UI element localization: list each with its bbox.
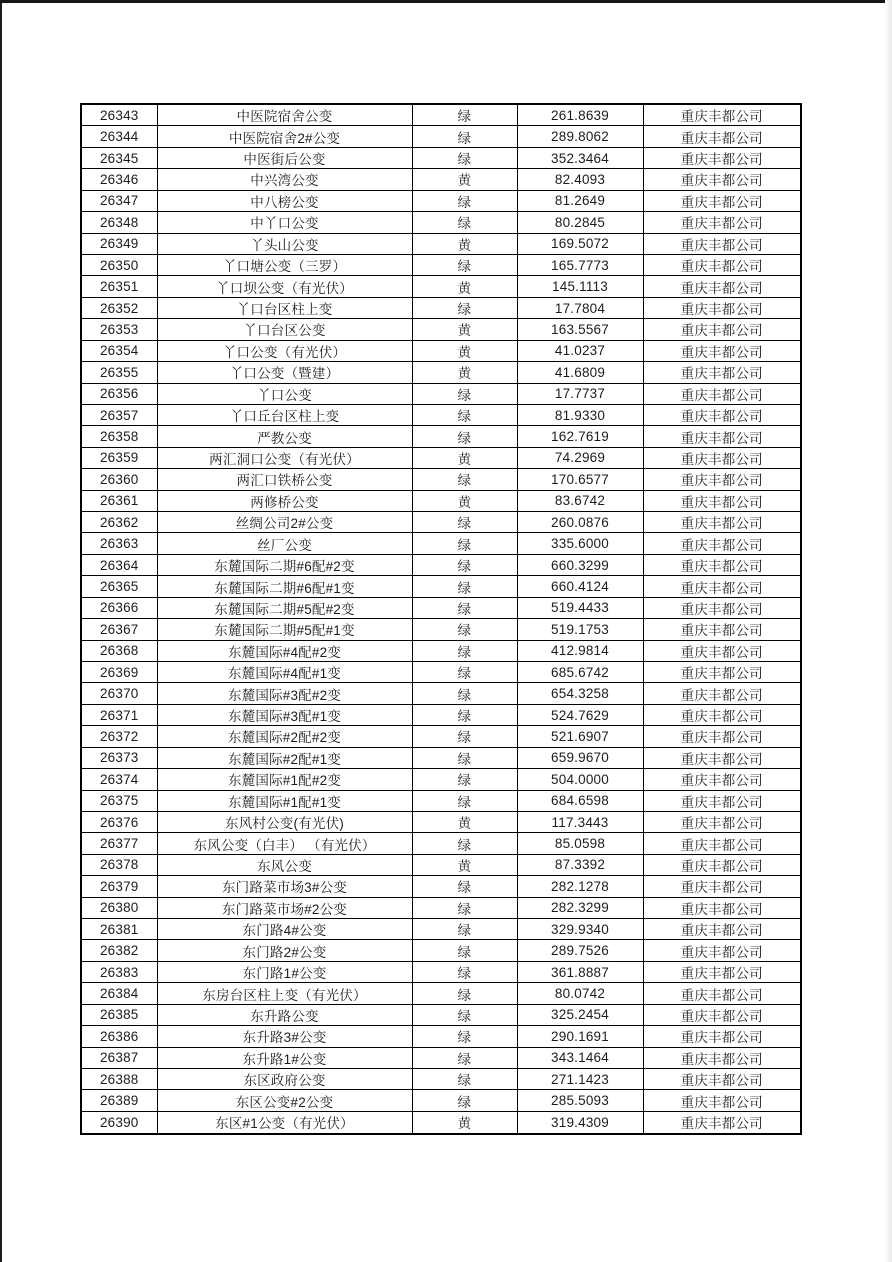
table-row: [81, 747, 801, 768]
company-name: 重庆丰都公司: [643, 512, 801, 533]
load-value: 80.0742: [517, 983, 643, 1004]
station-name: 东区政府公变: [157, 1069, 412, 1090]
status-color: 绿: [412, 640, 517, 661]
load-value: 165.7773: [517, 254, 643, 275]
row-id: 26357: [81, 404, 157, 425]
row-id: 26372: [81, 726, 157, 747]
row-id: 26367: [81, 619, 157, 640]
station-name: 两汇洞口公变（有光伏）: [157, 447, 412, 468]
station-name: 丫口公变（暨建）: [157, 362, 412, 383]
load-value: 170.6577: [517, 469, 643, 490]
row-id: 26388: [81, 1069, 157, 1090]
load-value: 519.4433: [517, 597, 643, 618]
company-name: 重庆丰都公司: [643, 1111, 801, 1134]
station-name: 东区公变#2公变: [157, 1090, 412, 1111]
row-id: 26361: [81, 490, 157, 511]
company-name: 重庆丰都公司: [643, 726, 801, 747]
company-name: 重庆丰都公司: [643, 576, 801, 597]
load-value: 17.7737: [517, 383, 643, 404]
table-row: [81, 704, 801, 725]
station-name: 中医院宿舍公变: [157, 104, 412, 126]
station-name: 东门路菜市场3#公变: [157, 876, 412, 897]
load-value: 654.3258: [517, 683, 643, 704]
status-color: 黄: [412, 276, 517, 297]
table-row: [81, 597, 801, 618]
status-color: 黄: [412, 362, 517, 383]
status-color: 绿: [412, 1004, 517, 1025]
company-name: 重庆丰都公司: [643, 362, 801, 383]
company-name: 重庆丰都公司: [643, 961, 801, 982]
station-name: 东麓国际#3配#1变: [157, 704, 412, 725]
table-row: [81, 126, 801, 147]
station-name: 东麓国际二期#6配#1变: [157, 576, 412, 597]
load-value: 271.1423: [517, 1069, 643, 1090]
table-row: [81, 319, 801, 340]
company-name: 重庆丰都公司: [643, 319, 801, 340]
row-id: 26376: [81, 811, 157, 832]
status-color: 黄: [412, 811, 517, 832]
load-value: 521.6907: [517, 726, 643, 747]
load-value: 659.9670: [517, 747, 643, 768]
station-name: 东门路菜市场#2公变: [157, 897, 412, 918]
table-row: [81, 212, 801, 233]
table-body: [81, 104, 801, 1134]
status-color: 绿: [412, 404, 517, 425]
row-id: 26387: [81, 1047, 157, 1068]
scan-left-edge: [0, 0, 2, 1262]
company-name: 重庆丰都公司: [643, 619, 801, 640]
row-id: 26362: [81, 512, 157, 533]
company-name: 重庆丰都公司: [643, 147, 801, 168]
company-name: 重庆丰都公司: [643, 404, 801, 425]
load-value: 524.7629: [517, 704, 643, 725]
load-value: 81.9330: [517, 404, 643, 425]
load-value: 519.1753: [517, 619, 643, 640]
station-name: 东风村公变(有光伏): [157, 811, 412, 832]
station-name: 东门路4#公变: [157, 919, 412, 940]
company-name: 重庆丰都公司: [643, 876, 801, 897]
table-row: [81, 683, 801, 704]
station-name: 两汇口铁桥公变: [157, 469, 412, 490]
company-name: 重庆丰都公司: [643, 233, 801, 254]
row-id: 26349: [81, 233, 157, 254]
row-id: 26385: [81, 1004, 157, 1025]
load-value: 684.6598: [517, 790, 643, 811]
status-color: 绿: [412, 469, 517, 490]
company-name: 重庆丰都公司: [643, 340, 801, 361]
company-name: 重庆丰都公司: [643, 1026, 801, 1047]
station-name: 东风公变: [157, 854, 412, 875]
status-color: 绿: [412, 961, 517, 982]
table-row: [81, 769, 801, 790]
status-color: 绿: [412, 661, 517, 682]
status-color: 绿: [412, 790, 517, 811]
row-id: 26345: [81, 147, 157, 168]
table-row: [81, 490, 801, 511]
load-value: 325.2454: [517, 1004, 643, 1025]
status-color: 黄: [412, 447, 517, 468]
company-name: 重庆丰都公司: [643, 661, 801, 682]
row-id: 26346: [81, 169, 157, 190]
load-value: 85.0598: [517, 833, 643, 854]
status-color: 绿: [412, 512, 517, 533]
load-value: 282.1278: [517, 876, 643, 897]
table-row: [81, 297, 801, 318]
status-color: 绿: [412, 1047, 517, 1068]
station-name: 丫口公变: [157, 383, 412, 404]
load-value: 145.1113: [517, 276, 643, 297]
load-value: 282.3299: [517, 897, 643, 918]
table-row: [81, 833, 801, 854]
station-name: 东麓国际#2配#1变: [157, 747, 412, 768]
row-id: 26355: [81, 362, 157, 383]
status-color: 绿: [412, 683, 517, 704]
station-name: 东风公变（白丰） （有光伏）: [157, 833, 412, 854]
status-color: 黄: [412, 490, 517, 511]
row-id: 26356: [81, 383, 157, 404]
station-name: 东麓国际#1配#1变: [157, 790, 412, 811]
scan-right-edge: [885, 0, 892, 1262]
status-color: 黄: [412, 1111, 517, 1134]
company-name: 重庆丰都公司: [643, 683, 801, 704]
company-name: 重庆丰都公司: [643, 190, 801, 211]
status-color: 绿: [412, 747, 517, 768]
station-name: 丝绸公司2#公变: [157, 512, 412, 533]
row-id: 26351: [81, 276, 157, 297]
table-row: [81, 512, 801, 533]
station-name: 中八榜公变: [157, 190, 412, 211]
table-row: [81, 1004, 801, 1025]
table-row: [81, 554, 801, 575]
load-value: 504.0000: [517, 769, 643, 790]
status-color: 绿: [412, 897, 517, 918]
load-value: 685.6742: [517, 661, 643, 682]
station-name: 东麓国际#4配#2变: [157, 640, 412, 661]
table-row: [81, 983, 801, 1004]
load-value: 660.4124: [517, 576, 643, 597]
row-id: 26347: [81, 190, 157, 211]
status-color: 绿: [412, 619, 517, 640]
station-name: 两修桥公变: [157, 490, 412, 511]
status-color: 绿: [412, 426, 517, 447]
table-row: [81, 1069, 801, 1090]
load-value: 169.5072: [517, 233, 643, 254]
row-id: 26358: [81, 426, 157, 447]
company-name: 重庆丰都公司: [643, 704, 801, 725]
table-row: [81, 190, 801, 211]
load-value: 81.2649: [517, 190, 643, 211]
table-row: [81, 276, 801, 297]
row-id: 26373: [81, 747, 157, 768]
status-color: 绿: [412, 147, 517, 168]
table-row: [81, 640, 801, 661]
row-id: 26369: [81, 661, 157, 682]
company-name: 重庆丰都公司: [643, 447, 801, 468]
company-name: 重庆丰都公司: [643, 276, 801, 297]
table-row: [81, 426, 801, 447]
row-id: 26378: [81, 854, 157, 875]
row-id: 26383: [81, 961, 157, 982]
load-value: 352.3464: [517, 147, 643, 168]
table-row: [81, 383, 801, 404]
company-name: 重庆丰都公司: [643, 811, 801, 832]
table-row: [81, 340, 801, 361]
status-color: 绿: [412, 1069, 517, 1090]
load-value: 41.0237: [517, 340, 643, 361]
load-value: 80.2845: [517, 212, 643, 233]
company-name: 重庆丰都公司: [643, 426, 801, 447]
row-id: 26366: [81, 597, 157, 618]
table-row: [81, 533, 801, 554]
row-id: 26380: [81, 897, 157, 918]
table-row: [81, 854, 801, 875]
row-id: 26384: [81, 983, 157, 1004]
row-id: 26360: [81, 469, 157, 490]
station-name: 东区#1公变（有光伏）: [157, 1111, 412, 1134]
company-name: 重庆丰都公司: [643, 104, 801, 126]
company-name: 重庆丰都公司: [643, 897, 801, 918]
row-id: 26377: [81, 833, 157, 854]
station-name: 东麓国际二期#5配#1变: [157, 619, 412, 640]
table-row: [81, 576, 801, 597]
station-name: 严教公变: [157, 426, 412, 447]
row-id: 26368: [81, 640, 157, 661]
table-row: [81, 1111, 801, 1134]
status-color: 绿: [412, 104, 517, 126]
company-name: 重庆丰都公司: [643, 640, 801, 661]
station-name: 丫头山公变: [157, 233, 412, 254]
company-name: 重庆丰都公司: [643, 383, 801, 404]
table-row: [81, 811, 801, 832]
status-color: 绿: [412, 726, 517, 747]
status-color: 绿: [412, 297, 517, 318]
row-id: 26343: [81, 104, 157, 126]
station-name: 中兴湾公变: [157, 169, 412, 190]
company-name: 重庆丰都公司: [643, 1004, 801, 1025]
station-name: 东升路1#公变: [157, 1047, 412, 1068]
station-name: 东升路公变: [157, 1004, 412, 1025]
row-id: 26352: [81, 297, 157, 318]
company-name: 重庆丰都公司: [643, 554, 801, 575]
table-row: [81, 233, 801, 254]
row-id: 26344: [81, 126, 157, 147]
load-value: 290.1691: [517, 1026, 643, 1047]
load-value: 285.5093: [517, 1090, 643, 1111]
table-row: [81, 104, 801, 126]
table-row: [81, 1090, 801, 1111]
company-name: 重庆丰都公司: [643, 169, 801, 190]
table-row: [81, 961, 801, 982]
company-name: 重庆丰都公司: [643, 1090, 801, 1111]
status-color: 绿: [412, 554, 517, 575]
row-id: 26389: [81, 1090, 157, 1111]
station-name: 东麓国际#4配#1变: [157, 661, 412, 682]
status-color: 黄: [412, 319, 517, 340]
table-row: [81, 876, 801, 897]
row-id: 26370: [81, 683, 157, 704]
station-name: 东房台区柱上变（有光伏）: [157, 983, 412, 1004]
row-id: 26382: [81, 940, 157, 961]
row-id: 26365: [81, 576, 157, 597]
station-name: 丫口丘台区柱上变: [157, 404, 412, 425]
company-name: 重庆丰都公司: [643, 1047, 801, 1068]
row-id: 26353: [81, 319, 157, 340]
station-name: 丫口台区公变: [157, 319, 412, 340]
table-row: [81, 169, 801, 190]
table-row: [81, 404, 801, 425]
station-name: 丝厂公变: [157, 533, 412, 554]
table-row: [81, 919, 801, 940]
row-id: 26390: [81, 1111, 157, 1134]
table-row: [81, 661, 801, 682]
load-value: 163.5567: [517, 319, 643, 340]
station-name: 东麓国际二期#6配#2变: [157, 554, 412, 575]
status-color: 绿: [412, 190, 517, 211]
table-row: [81, 362, 801, 383]
load-value: 87.3392: [517, 854, 643, 875]
table-row: [81, 147, 801, 168]
table-row: [81, 726, 801, 747]
row-id: 26350: [81, 254, 157, 275]
company-name: 重庆丰都公司: [643, 212, 801, 233]
station-name: 中医院宿舍2#公变: [157, 126, 412, 147]
table-row: [81, 940, 801, 961]
company-name: 重庆丰都公司: [643, 790, 801, 811]
station-name: 东门路1#公变: [157, 961, 412, 982]
load-value: 343.1464: [517, 1047, 643, 1068]
status-color: 黄: [412, 233, 517, 254]
load-value: 260.0876: [517, 512, 643, 533]
load-value: 289.8062: [517, 126, 643, 147]
row-id: 26348: [81, 212, 157, 233]
row-id: 26374: [81, 769, 157, 790]
status-color: 绿: [412, 769, 517, 790]
row-id: 26381: [81, 919, 157, 940]
status-color: 绿: [412, 940, 517, 961]
row-id: 26359: [81, 447, 157, 468]
transformer-station-table: [80, 103, 802, 1135]
status-color: 黄: [412, 854, 517, 875]
row-id: 26363: [81, 533, 157, 554]
company-name: 重庆丰都公司: [643, 769, 801, 790]
status-color: 绿: [412, 576, 517, 597]
status-color: 绿: [412, 983, 517, 1004]
status-color: 绿: [412, 597, 517, 618]
status-color: 绿: [412, 126, 517, 147]
company-name: 重庆丰都公司: [643, 490, 801, 511]
scan-top-edge: [0, 0, 892, 3]
status-color: 绿: [412, 833, 517, 854]
load-value: 335.6000: [517, 533, 643, 554]
station-name: 东麓国际#1配#2变: [157, 769, 412, 790]
station-name: 东麓国际#2配#2变: [157, 726, 412, 747]
load-value: 117.3443: [517, 811, 643, 832]
load-value: 17.7804: [517, 297, 643, 318]
table-row: [81, 897, 801, 918]
load-value: 41.6809: [517, 362, 643, 383]
row-id: 26386: [81, 1026, 157, 1047]
company-name: 重庆丰都公司: [643, 854, 801, 875]
row-id: 26375: [81, 790, 157, 811]
status-color: 绿: [412, 533, 517, 554]
company-name: 重庆丰都公司: [643, 597, 801, 618]
load-value: 289.7526: [517, 940, 643, 961]
company-name: 重庆丰都公司: [643, 983, 801, 1004]
table-row: [81, 447, 801, 468]
company-name: 重庆丰都公司: [643, 747, 801, 768]
station-name: 丫口台区柱上变: [157, 297, 412, 318]
status-color: 绿: [412, 704, 517, 725]
load-value: 412.9814: [517, 640, 643, 661]
station-name: 丫口坝公变（有光伏）: [157, 276, 412, 297]
load-value: 261.8639: [517, 104, 643, 126]
row-id: 26354: [81, 340, 157, 361]
status-color: 绿: [412, 919, 517, 940]
station-name: 丫口公变（有光伏）: [157, 340, 412, 361]
station-name: 中丫口公变: [157, 212, 412, 233]
station-name: 中医街后公变: [157, 147, 412, 168]
table-row: [81, 469, 801, 490]
load-value: 660.3299: [517, 554, 643, 575]
table-row: [81, 1026, 801, 1047]
row-id: 26364: [81, 554, 157, 575]
status-color: 绿: [412, 876, 517, 897]
company-name: 重庆丰都公司: [643, 469, 801, 490]
company-name: 重庆丰都公司: [643, 833, 801, 854]
load-value: 82.4093: [517, 169, 643, 190]
status-color: 绿: [412, 254, 517, 275]
status-color: 绿: [412, 1090, 517, 1111]
status-color: 黄: [412, 340, 517, 361]
company-name: 重庆丰都公司: [643, 1069, 801, 1090]
station-name: 东升路3#公变: [157, 1026, 412, 1047]
load-value: 361.8887: [517, 961, 643, 982]
company-name: 重庆丰都公司: [643, 940, 801, 961]
company-name: 重庆丰都公司: [643, 919, 801, 940]
load-value: 162.7619: [517, 426, 643, 447]
company-name: 重庆丰都公司: [643, 533, 801, 554]
station-name: 东麓国际#3配#2变: [157, 683, 412, 704]
company-name: 重庆丰都公司: [643, 126, 801, 147]
table-row: [81, 790, 801, 811]
company-name: 重庆丰都公司: [643, 254, 801, 275]
load-value: 319.4309: [517, 1111, 643, 1134]
status-color: 绿: [412, 1026, 517, 1047]
table-row: [81, 1047, 801, 1068]
row-id: 26379: [81, 876, 157, 897]
load-value: 83.6742: [517, 490, 643, 511]
status-color: 绿: [412, 383, 517, 404]
status-color: 绿: [412, 212, 517, 233]
table-row: [81, 254, 801, 275]
load-value: 74.2969: [517, 447, 643, 468]
row-id: 26371: [81, 704, 157, 725]
station-name: 丫口塘公变（三罗）: [157, 254, 412, 275]
station-name: 东麓国际二期#5配#2变: [157, 597, 412, 618]
status-color: 黄: [412, 169, 517, 190]
load-value: 329.9340: [517, 919, 643, 940]
company-name: 重庆丰都公司: [643, 297, 801, 318]
station-name: 东门路2#公变: [157, 940, 412, 961]
table-row: [81, 619, 801, 640]
